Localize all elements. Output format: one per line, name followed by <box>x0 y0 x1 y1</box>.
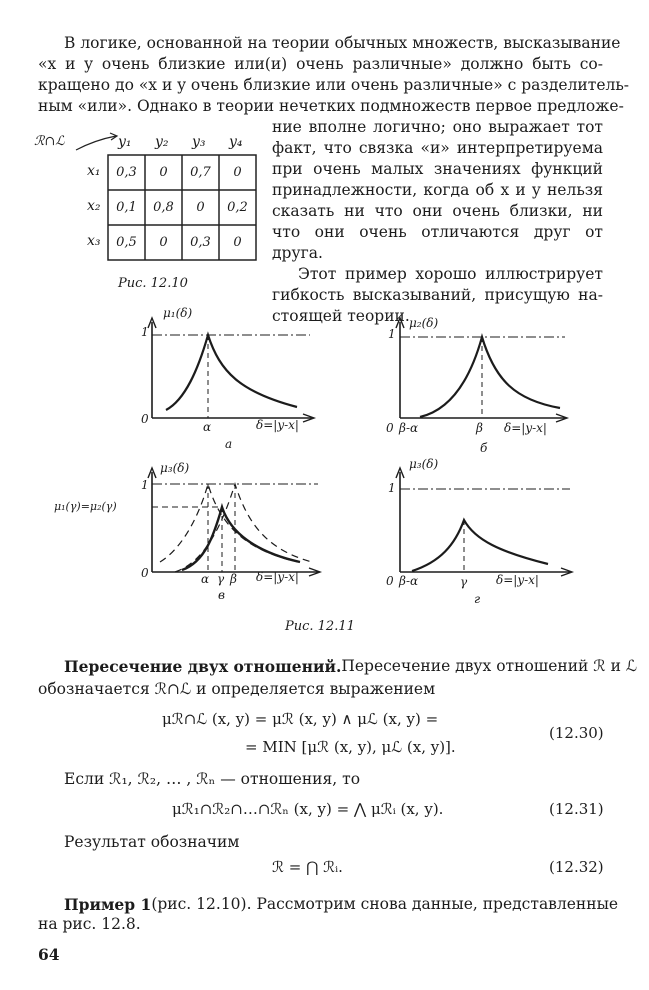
equation-12-30-number: (12.30) <box>549 724 604 742</box>
matrix-cell: 0 <box>233 235 242 250</box>
side-line-9: гибкость высказываний, присущую на- <box>272 286 603 304</box>
graph-b <box>396 318 567 422</box>
equation-12-30-line-2: = MIN [μℛ (x, y), μℒ (x, y)]. <box>245 738 456 756</box>
matrix-cell: 0 <box>233 165 242 180</box>
col-header-y2: y₂ <box>155 134 169 150</box>
matrix-cell: 0,7 <box>190 165 211 180</box>
example-line-1 <box>64 895 619 914</box>
matrix-cell: 0,3 <box>116 165 137 180</box>
matrix-cell: 0 <box>196 200 205 215</box>
matrix-corner-label: ℛ∩ℒ <box>34 134 65 149</box>
graph-c-letter: в <box>218 588 225 602</box>
intro-line-4: ным «или». Однако в теории нечетких подмножеств первое предложе- <box>38 97 624 115</box>
side-line-1: ние вполне логично; оно выражает тот <box>272 118 603 136</box>
matrix-cell: 0,3 <box>190 235 211 250</box>
graph-a-ylabel: μ₁(δ) <box>163 306 193 320</box>
section-title: Пересечение двух отношений. <box>64 657 342 676</box>
side-line-3: при очень малых значениях функций <box>272 160 603 178</box>
side-line-5: сказать ни что они очень близки, ни <box>272 202 603 220</box>
graph-c-one: 1 <box>141 478 149 492</box>
figure-caption-12-10: Рис. 12.10 <box>118 276 188 291</box>
graph-c-tick-gamma: γ <box>217 572 225 586</box>
graph-d-zero: 0 <box>386 574 394 588</box>
graph-a <box>0 300 314 422</box>
intro-line-1: В логике, основанной на теории обычных множеств, высказывание <box>64 34 621 52</box>
graph-d-axis-label: δ=|y-x| <box>496 573 539 587</box>
matrix-grid <box>0 0 649 300</box>
graph-b-tick-beta: β <box>476 421 483 435</box>
intro-line-2: «x и y очень близкие или(и) очень различные» должно быть со- <box>38 55 603 73</box>
section-line-1 <box>64 657 638 676</box>
graph-d <box>396 468 572 576</box>
graph-a-one: 1 <box>141 325 149 339</box>
matrix-cell: 0,5 <box>116 235 137 250</box>
graph-b-one: 1 <box>388 327 396 341</box>
graph-c-tick-beta: β <box>230 572 237 586</box>
graph-d-tick-gamma: γ <box>460 575 468 589</box>
equation-12-32-number: (12.32) <box>549 858 604 876</box>
side-line-10: стоящей теории. <box>272 307 410 325</box>
side-line-4: принадлежности, когда об x и y нельзя <box>272 181 603 199</box>
section-line-1-rest: Пересечение двух отношений ℛ и ℒ <box>341 657 638 675</box>
graph-d-one: 1 <box>388 481 396 495</box>
equation-12-31-number: (12.31) <box>549 800 604 818</box>
graph-d-letter: г <box>474 592 481 606</box>
matrix-cell: 0,1 <box>116 200 137 215</box>
graph-c-zero: 0 <box>141 566 149 580</box>
matrix-cell: 0,2 <box>227 200 248 215</box>
graph-c-axis-label: δ=|y-x| <box>256 570 299 584</box>
graph-a-letter: а <box>225 437 233 451</box>
graph-d-tick-beta-alpha: β-α <box>399 574 419 588</box>
page-number: 64 <box>38 945 60 964</box>
if-line: Если ℛ₁, ℛ₂, … , ℛₙ — отношения, то <box>64 770 361 788</box>
graph-c-tick-alpha: α <box>201 572 210 586</box>
graph-b-zero: 0 <box>386 421 394 435</box>
equation-12-31: μℛ₁∩ℛ₂∩…∩ℛₙ (x, y) = ⋀ μℛᵢ (x, y). <box>172 800 444 818</box>
graph-c-side-label: μ₁(γ)=μ₂(γ) <box>54 500 117 513</box>
graph-c <box>148 468 320 576</box>
example-label: Пример 1 <box>64 895 152 914</box>
result-line: Результат обозначим <box>64 833 240 851</box>
graph-c-ylabel: μ₃(δ) <box>160 461 190 475</box>
intro-line-3: кращено до «x и y очень близкие или очень различные» с разделитель- <box>38 76 630 94</box>
graph-b-axis-label: δ=|y-x| <box>504 421 547 435</box>
row-header-x1: x₁ <box>87 163 101 179</box>
graph-d-ylabel: μ₃(δ) <box>409 457 439 471</box>
equation-12-32: ℛ = ⋂ ℛᵢ. <box>272 858 343 876</box>
graph-a-axis-label: δ=|y-x| <box>256 418 299 432</box>
side-line-6: что они очень отличаются друг от <box>272 223 603 241</box>
figure-caption-12-11: Рис. 12.11 <box>285 619 355 634</box>
side-line-2: факт, что связка «и» интерпретируема <box>272 139 603 157</box>
graph-b-ylabel: μ₂(δ) <box>409 316 439 330</box>
example-line-2: на рис. 12.8. <box>38 915 141 933</box>
equation-12-30-line-1: μℛ∩ℒ (x, y) = μℛ (x, y) ∧ μℒ (x, y) = <box>162 710 439 728</box>
graph-a-zero: 0 <box>141 412 149 426</box>
side-line-8: Этот пример хорошо иллюстрирует <box>298 265 603 283</box>
matrix-cell: 0 <box>159 165 168 180</box>
graph-b-letter: б <box>480 441 488 455</box>
col-header-y3: y₃ <box>192 134 206 150</box>
col-header-y4: y₄ <box>229 134 243 150</box>
matrix-cell: 0,8 <box>153 200 174 215</box>
col-header-y1: y₁ <box>118 134 132 150</box>
matrix-cell: 0 <box>159 235 168 250</box>
section-line-2: обозначается ℛ∩ℒ и определяется выражением <box>38 680 436 698</box>
example-line-1-rest: (рис. 12.10). Рассмотрим снова данные, представленные <box>151 895 619 913</box>
membership-graphs <box>0 300 649 610</box>
graph-b-tick-beta-alpha: β-α <box>399 421 419 435</box>
row-header-x3: x₃ <box>87 233 101 249</box>
side-line-7: друга. <box>272 244 323 262</box>
row-header-x2: x₂ <box>87 198 101 214</box>
graph-a-tick-alpha: α <box>203 420 212 434</box>
